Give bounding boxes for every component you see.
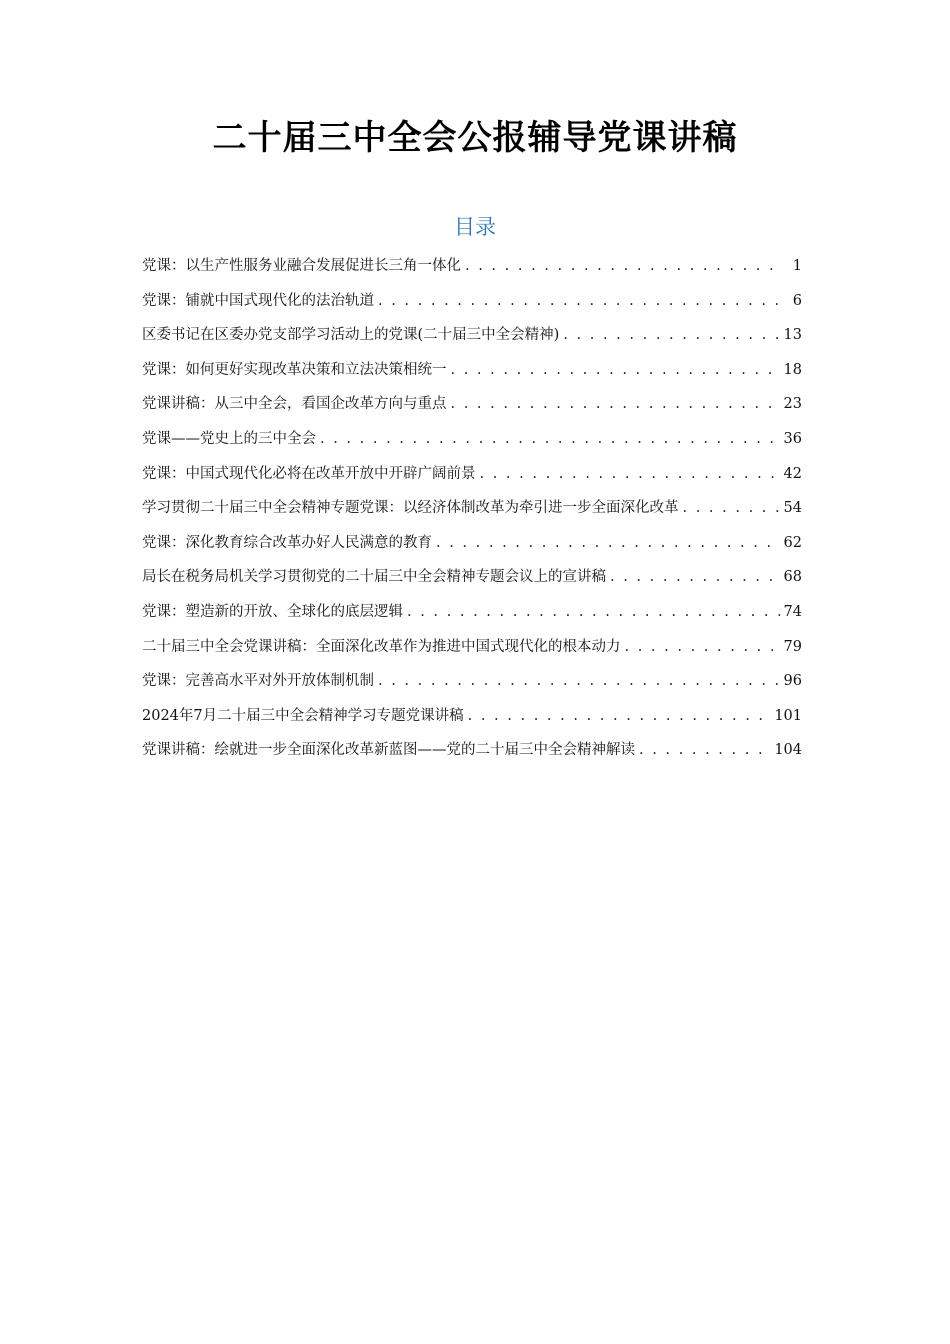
toc-entry-page: 36	[783, 430, 802, 447]
toc-dot-leader	[451, 353, 780, 388]
toc-entry-title: 二十届三中全会党课讲稿：全面深化改革作为推进中国式现代化的根本动力	[142, 638, 621, 655]
toc-entry-title: 党课：完善高水平对外开放体制机制	[142, 673, 374, 690]
document-title: 二十届三中全会公报辅导党课讲稿	[212, 118, 738, 158]
toc-dot-leader	[465, 249, 780, 284]
toc-entry[interactable]	[142, 284, 802, 319]
toc-entry[interactable]	[142, 353, 802, 388]
toc-entry[interactable]	[142, 630, 802, 665]
toc-entry[interactable]	[142, 457, 802, 492]
toc-dot-leader	[407, 595, 780, 630]
toc-entry-title: 党课：铺就中国式现代化的法治轨道	[142, 292, 374, 309]
toc-entry-title: 党课：中国式现代化必将在改革开放中开辟广阔前景	[142, 465, 476, 482]
toc-entry[interactable]	[142, 526, 802, 561]
toc-entry-page: 42	[783, 465, 802, 482]
toc-entry[interactable]	[142, 733, 802, 768]
toc-entry-page: 62	[783, 534, 802, 551]
toc-heading: 目录	[454, 215, 496, 239]
toc-entry-page: 13	[783, 327, 802, 344]
toc-dot-leader	[563, 318, 779, 353]
toc-entry-page: 104	[774, 742, 802, 759]
toc-entry-title: 党课：以生产性服务业融合发展促进长三角一体化	[142, 258, 461, 274]
toc-entry-page: 23	[783, 396, 802, 413]
toc-dot-leader	[320, 422, 780, 457]
toc-entry-page: 1	[792, 258, 802, 274]
toc-entry[interactable]	[142, 491, 802, 526]
toc-entry[interactable]	[142, 560, 802, 595]
toc-entry-title: 党课——党史上的三中全会	[142, 430, 316, 447]
toc-entry-title: 局长在税务局机关学习贯彻党的二十届三中全会精神专题会议上的宣讲稿	[142, 569, 606, 586]
toc-entry-title: 党课：深化教育综合改革办好人民满意的教育	[142, 534, 432, 551]
toc-entry[interactable]	[142, 249, 802, 284]
table-of-contents	[142, 249, 802, 768]
toc-dot-leader	[639, 733, 770, 768]
toc-dot-leader	[468, 699, 771, 734]
toc-entry-title: 党课：如何更好实现改革决策和立法决策相统一	[142, 361, 447, 378]
toc-dot-leader	[451, 387, 780, 422]
toc-entry[interactable]	[142, 422, 802, 457]
toc-dot-leader	[625, 630, 780, 665]
toc-dot-leader	[480, 457, 780, 492]
toc-dot-leader	[610, 560, 780, 595]
toc-entry[interactable]	[142, 387, 802, 422]
toc-entry[interactable]	[142, 595, 802, 630]
toc-dot-leader	[436, 526, 780, 561]
toc-entry-title: 学习贯彻二十届三中全会精神专题党课：以经济体制改革为牵引进一步全面深化改革	[142, 500, 679, 517]
toc-entry-page: 18	[783, 361, 802, 378]
toc-entry-page: 79	[783, 638, 802, 655]
toc-dot-leader	[378, 664, 780, 699]
toc-entry-page: 74	[783, 603, 802, 620]
toc-entry-page: 6	[792, 292, 802, 309]
toc-dot-leader	[683, 491, 780, 526]
toc-dot-leader	[378, 284, 780, 319]
toc-entry-title: 区委书记在区委办党支部学习活动上的党课(二十届三中全会精神)	[142, 327, 560, 344]
toc-entry-title: 党课讲稿：绘就进一步全面深化改革新蓝图——党的二十届三中全会精神解读	[142, 742, 635, 759]
toc-entry-page: 101	[774, 707, 802, 724]
toc-entry-page: 54	[783, 500, 802, 517]
toc-entry[interactable]	[142, 664, 802, 699]
toc-entry[interactable]	[142, 318, 802, 353]
toc-entry-title: 党课：塑造新的开放、全球化的底层逻辑	[142, 603, 403, 620]
toc-entry-title: 党课讲稿：从三中全会，看国企改革方向与重点	[142, 396, 447, 413]
toc-entry-page: 96	[783, 673, 802, 690]
toc-entry[interactable]	[142, 699, 802, 734]
toc-entry-title: 2024年7月二十届三中全会精神学习专题党课讲稿	[142, 707, 464, 724]
toc-entry-page: 68	[783, 569, 802, 586]
